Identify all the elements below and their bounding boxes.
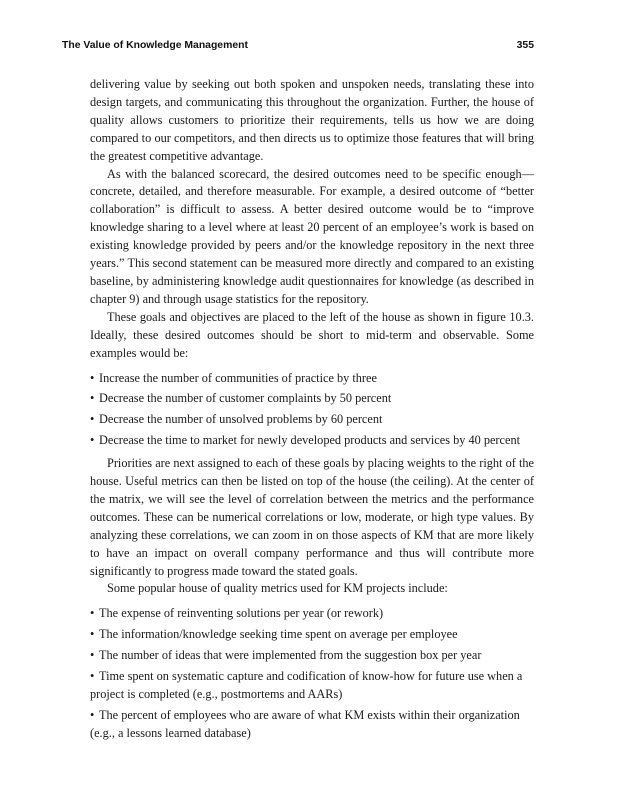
list-item: • Decrease the time to market for newly developed products and services by 40 percent (90, 432, 534, 450)
bullet-icon: • (90, 391, 95, 406)
bullet-icon: • (90, 433, 95, 448)
bullet-icon: • (90, 669, 95, 684)
paragraph-continued: delivering value by seeking out both spoken and unspoken needs, translating these into design targets, and communicating this throughout the organization. Further, the house of quality allows customers to prioritize their requirements, tells us how we are doing compared to our competitors, and then directs us to optimize those features that will bring the greatest competitive advantage. (90, 77, 534, 163)
list-item: • Decrease the number of customer complaints by 50 percent (90, 390, 534, 408)
paragraph-balanced-scorecard: As with the balanced scorecard, the desired outcomes need to be specific enough—concrete, detailed, and therefore measurable. For example, a desired outcome of “better collaboration” is difficult to assess. A better desired outcome would be to “improve knowledge sharing to a level where at least 20 percent of an employee’s work is based on existing knowledge provided by peers and/or the knowledge repository in the next three years.” This second statement can be measured more directly and compared to an existing baseline, by administering knowledge audit questionnaires for knowledge (as described in chapter 9) and through usage statistics for the repository. (90, 166, 534, 306)
page-number: 355 (516, 40, 534, 51)
paragraph-priorities: Priorities are next assigned to each of these goals by placing weights to the right of the house. Useful metrics can then be listed on top of the house (the ceiling). At the center of the matrix, we will see the level of correlation between the metrics and the performance outcomes. These can be numerical correlations or low, moderate, or high type values. By analyzing these correlations, we can zoom in on those aspects of KM that are more likely to have an impact on overall company performance and thus will contribute more significantly to progress made toward the stated goals. (90, 456, 534, 578)
running-header (62, 40, 534, 56)
paragraph-goals-objectives: These goals and objectives are placed to the left of the house as shown in figure 10.3. Ideally, these desired outcomes should be short to mid-term and observable. Some examples would be: (90, 309, 534, 360)
running-header-title: The Value of Knowledge Management (62, 40, 248, 51)
list-item: • The expense of reinventing solutions per year (or rework) (90, 605, 534, 623)
paragraph-metrics-intro: Some popular house of quality metrics used for KM projects include: (107, 581, 448, 596)
bullet-icon: • (90, 648, 95, 663)
list-item: • Increase the number of communities of practice by three (90, 370, 534, 388)
list-item: • Decrease the number of unsolved problems by 60 percent (90, 411, 534, 429)
bullet-icon: • (90, 412, 95, 427)
bullet-icon: • (90, 707, 95, 722)
bullet-icon: • (90, 606, 95, 621)
outcome-examples-list (90, 370, 534, 451)
list-item: • The number of ideas that were implemented from the suggestion box per year (90, 647, 534, 665)
km-metrics-list (90, 605, 534, 742)
bullet-icon: • (90, 370, 95, 385)
list-item: • The percent of employees who are aware of what KM exists within their organization (e.g., a lessons learned database) (90, 707, 520, 740)
list-item: • The information/knowledge seeking time spent on average per employee (90, 626, 534, 644)
bullet-icon: • (90, 627, 95, 642)
page-body (90, 76, 534, 746)
list-item: • Time spent on systematic capture and codification of know-how for future use when a project is completed (e.g., postmortems and AARs) (90, 669, 523, 701)
